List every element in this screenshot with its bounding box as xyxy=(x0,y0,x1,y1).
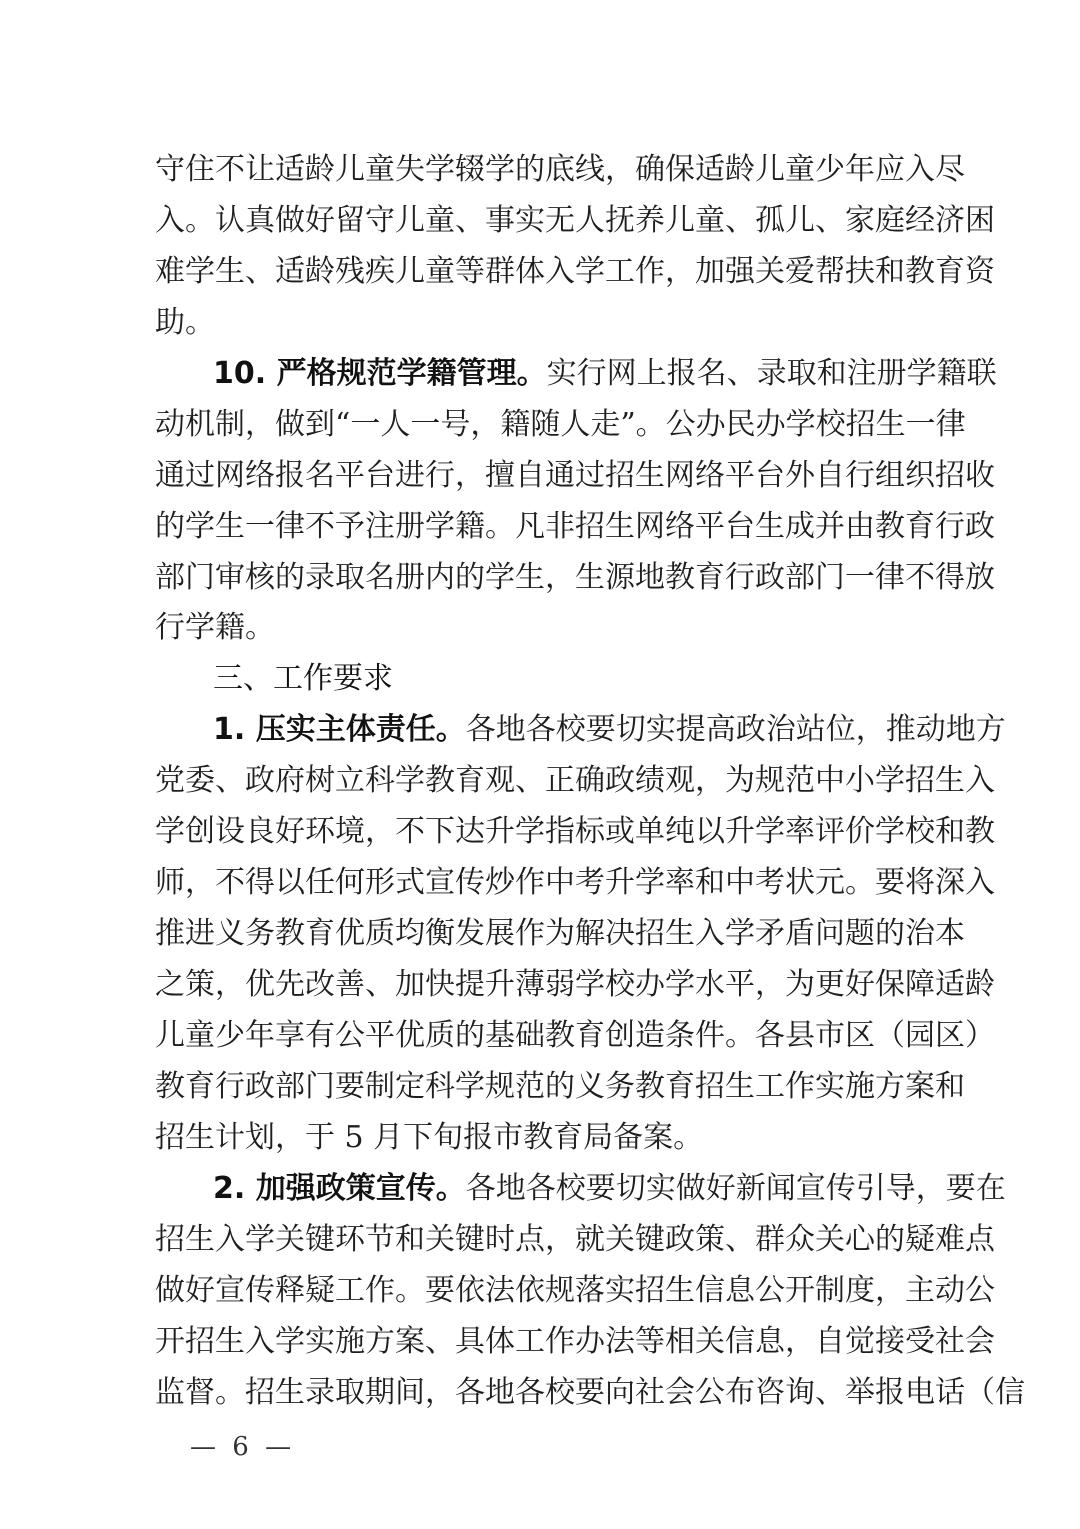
item-text: 各地各校要切实提高政治站位，推动地方 xyxy=(465,712,1006,748)
item-heading: 2. 加强政策宣传。 xyxy=(213,1170,466,1206)
text-line: 做好宣传释疑工作。要依法依规落实招生信息公开制度，主动公 xyxy=(155,1272,995,1308)
text-line: 行学籍。 xyxy=(155,610,275,646)
text-line: 监督。招生录取期间，各地各校要向社会公布咨询、举报电话（信 xyxy=(155,1374,1025,1410)
paragraph-item-10 xyxy=(155,349,997,655)
text-line: 通过网络报名平台进行，擅自通过招生网络平台外自行组织招收 xyxy=(155,457,995,493)
paragraph-continuation xyxy=(155,145,995,349)
item-heading: 10. 严格规范学籍管理。 xyxy=(213,355,547,391)
text-line: 的学生一律不予注册学籍。凡非招生网络平台生成并由教育行政 xyxy=(155,508,995,544)
section-heading: 三、工作要求 xyxy=(213,661,393,697)
text-line: 学创设良好环境，不下达升学指标或单纯以升学率评价学校和教 xyxy=(155,814,995,850)
text-line xyxy=(155,349,997,400)
text-line: 入。认真做好留守儿童、事实无人抚养儿童、孤儿、家庭经济困 xyxy=(155,202,995,238)
text-line: 师，不得以任何形式宣传炒作中考升学率和中考状元。要将深入 xyxy=(155,865,995,901)
text-line xyxy=(155,1164,1006,1215)
text-line: 儿童少年享有公平优质的基础教育创造条件。各县市区（园区） xyxy=(155,1017,995,1053)
text-line: 守住不让适龄儿童失学辍学的底线，确保适龄儿童少年应入尽 xyxy=(155,152,965,187)
document-page xyxy=(155,145,1025,1418)
text-line: 教育行政部门要制定科学规范的义务教育招生工作实施方案和 xyxy=(155,1068,965,1104)
text-line: 动机制，做到“一人一号，籍随人走”。公办民办学校招生一律 xyxy=(155,406,966,442)
text-line: 招生计划，于 5 月下旬报市教育局备案。 xyxy=(155,1119,704,1155)
text-line: 推进义务教育优质均衡发展作为解决招生入学矛盾问题的治本 xyxy=(155,916,965,952)
item-heading: 1. 压实主体责任。 xyxy=(213,712,466,748)
text-line: 部门审核的录取名册内的学生，生源地教育行政部门一律不得放 xyxy=(155,559,995,595)
paragraph-item-1 xyxy=(155,705,1006,1163)
item-text: 各地各校要切实做好新闻宣传引导，要在 xyxy=(465,1170,1006,1206)
paragraph-item-2 xyxy=(155,1164,1025,1419)
text-line: 开招生入学实施方案、具体工作办法等相关信息，自觉接受社会 xyxy=(155,1323,995,1359)
page-number: — 6 — xyxy=(190,1432,296,1462)
text-line: 助。 xyxy=(155,304,215,340)
text-line: 之策，优先改善、加快提升薄弱学校办学水平，为更好保障适龄 xyxy=(155,967,995,1002)
text-line: 招生入学关键环节和关键时点，就关键政策、群众关心的疑难点 xyxy=(155,1221,995,1257)
text-line: 难学生、适龄残疾儿童等群体入学工作，加强关爱帮扶和教育资 xyxy=(155,253,995,289)
item-text: 实行网上报名、录取和注册学籍联 xyxy=(546,355,997,391)
text-line xyxy=(155,705,1006,756)
text-line: 党委、政府树立科学教育观、正确政绩观，为规范中小学招生入 xyxy=(155,763,995,799)
